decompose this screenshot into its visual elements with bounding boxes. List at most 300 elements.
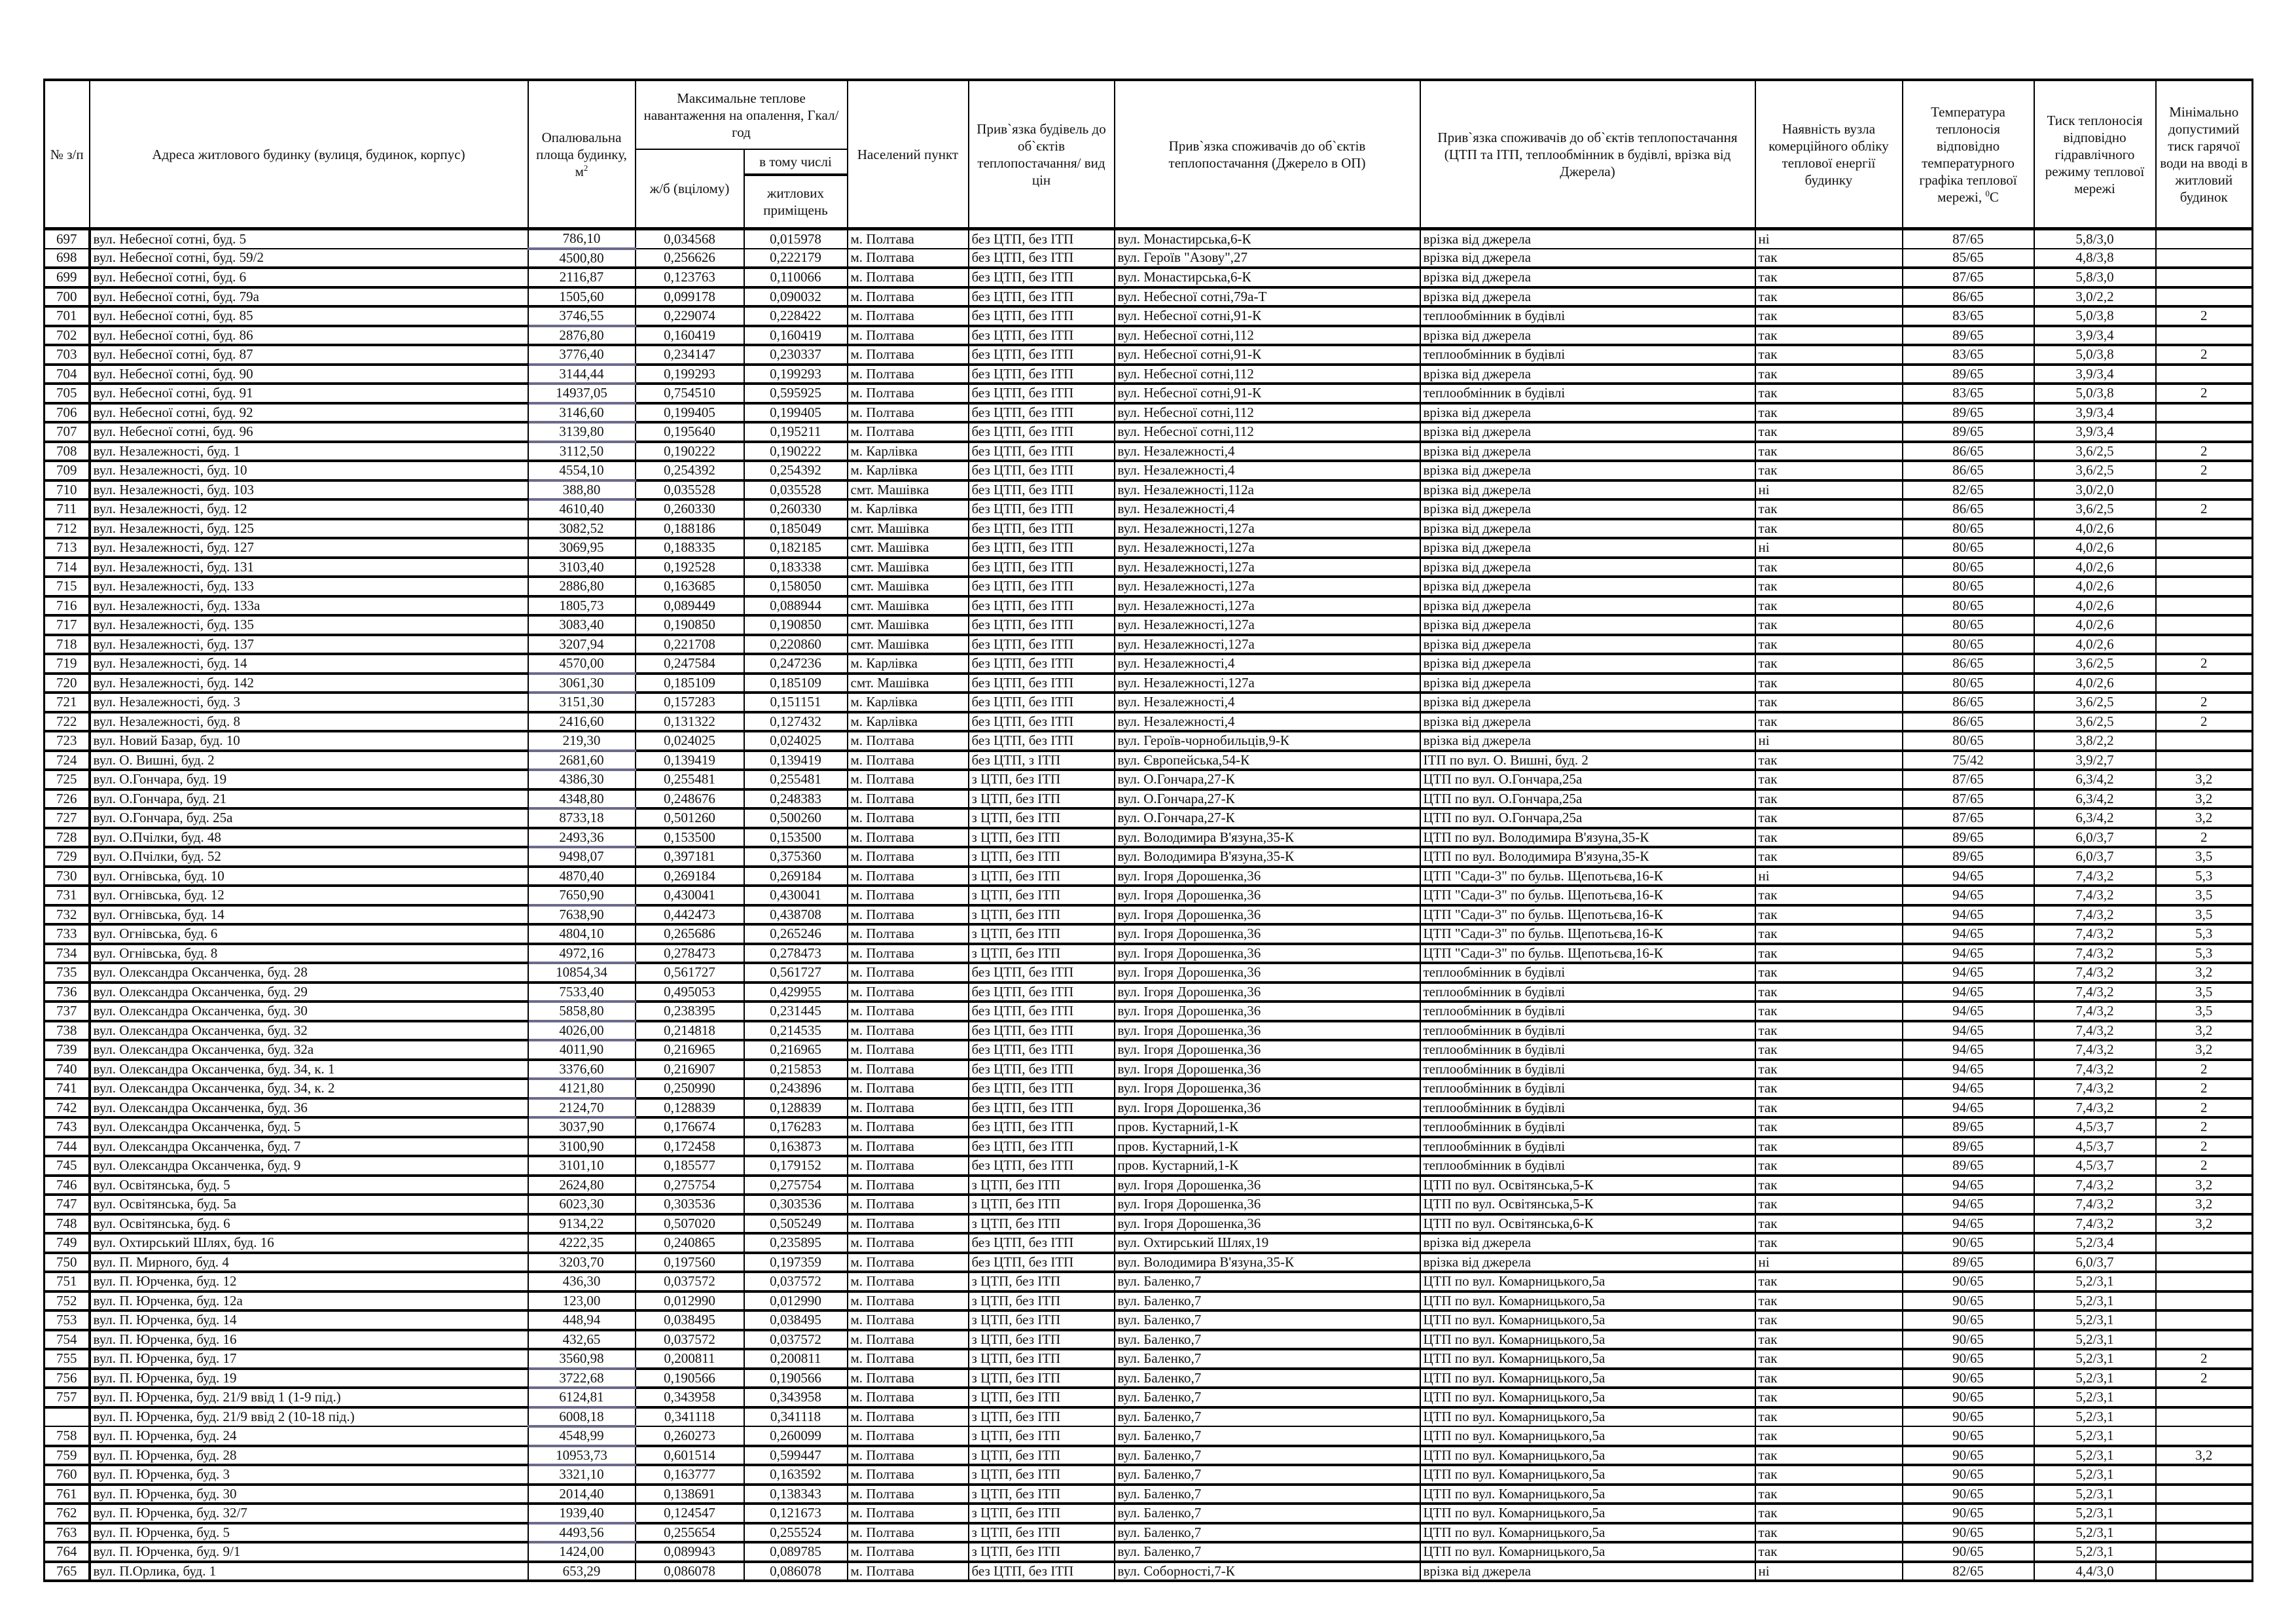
cell-min-pressure: 2	[2156, 1060, 2253, 1079]
cell-meter-present: так	[1755, 499, 1903, 519]
cell-row-number: 759	[45, 1446, 90, 1466]
cell-load-total: 0,185577	[636, 1156, 744, 1176]
cell-binding-type: ЦТП по вул. Комарницького,5а	[1420, 1369, 1755, 1388]
cell-load-total: 0,139419	[636, 751, 744, 770]
cell-heated-area: 3061,30	[528, 674, 636, 693]
header-address: Адреса житлового будинку (вулиця, будинок, корпус)	[90, 80, 528, 229]
cell-binding-type: врізка від джерела	[1420, 693, 1755, 712]
cell-settlement: м. Полтава	[848, 944, 969, 964]
cell-heat-source: вул. Ігоря Дорошенка,36	[1115, 1060, 1420, 1079]
cell-load-living: 0,199293	[744, 365, 848, 384]
cell-temperature-schedule: 90/65	[1903, 1504, 2034, 1523]
cell-settlement: м. Полтава	[848, 1562, 969, 1581]
cell-min-pressure	[2156, 1310, 2253, 1330]
cell-settlement: смт. Машівка	[848, 596, 969, 616]
cell-heated-area: 4548,99	[528, 1426, 636, 1446]
cell-building-binding: без ЦТП, без ІТП	[969, 538, 1115, 558]
cell-settlement: смт. Машівка	[848, 577, 969, 596]
cell-building-binding: без ЦТП, без ІТП	[969, 693, 1115, 712]
cell-binding-type: ЦТП по вул. Освітянська,5-К	[1420, 1176, 1755, 1195]
cell-min-pressure: 3,2	[2156, 1214, 2253, 1234]
table-header	[45, 80, 2253, 229]
cell-address: вул. Незалежності, буд. 103	[90, 480, 528, 500]
cell-load-living: 0,228422	[744, 306, 848, 326]
cell-pressure: 4,8/3,8	[2034, 249, 2156, 268]
cell-address: вул. П. Юрченка, буд. 5	[90, 1523, 528, 1543]
table-row	[45, 1291, 2253, 1311]
cell-row-number: 711	[45, 499, 90, 519]
cell-load-living: 0,341118	[744, 1407, 848, 1427]
cell-meter-present: так	[1755, 1117, 1903, 1137]
cell-load-total: 0,430041	[636, 886, 744, 905]
cell-min-pressure: 3,2	[2156, 789, 2253, 809]
cell-pressure: 6,0/3,7	[2034, 847, 2156, 867]
cell-heat-source: вул. Баленко,7	[1115, 1465, 1420, 1485]
cell-row-number: 710	[45, 480, 90, 500]
cell-settlement: м. Полтава	[848, 1388, 969, 1407]
cell-settlement: м. Полтава	[848, 1310, 969, 1330]
cell-load-total: 0,089449	[636, 596, 744, 616]
cell-load-total: 0,197560	[636, 1253, 744, 1272]
cell-row-number: 752	[45, 1291, 90, 1311]
cell-pressure: 5,2/3,1	[2034, 1485, 2156, 1504]
cell-temperature-schedule: 90/65	[1903, 1272, 2034, 1291]
cell-load-living: 0,235895	[744, 1233, 848, 1253]
cell-temperature-schedule: 90/65	[1903, 1291, 2034, 1311]
cell-row-number: 724	[45, 751, 90, 770]
cell-heat-source: вул. Ігоря Дорошенка,36	[1115, 963, 1420, 983]
cell-address: вул. Огнівська, буд. 6	[90, 924, 528, 944]
cell-heated-area: 2124,70	[528, 1098, 636, 1118]
cell-load-living: 0,303536	[744, 1195, 848, 1214]
cell-min-pressure: 2	[2156, 712, 2253, 732]
cell-load-living: 0,269184	[744, 867, 848, 886]
table-row	[45, 1233, 2253, 1253]
cell-binding-type: ЦТП по вул. Комарницького,5а	[1420, 1291, 1755, 1311]
cell-heated-area: 7533,40	[528, 983, 636, 1002]
table-row	[45, 770, 2253, 789]
cell-heat-source: вул. Незалежності,127а	[1115, 558, 1420, 577]
cell-heat-source: вул. Ігоря Дорошенка,36	[1115, 1098, 1420, 1118]
cell-binding-type: теплообмінник в будівлі	[1420, 1137, 1755, 1157]
table-row	[45, 1001, 2253, 1021]
cell-temperature-schedule: 94/65	[1903, 1040, 2034, 1060]
cell-meter-present: так	[1755, 1040, 1903, 1060]
cell-pressure: 5,2/3,1	[2034, 1542, 2156, 1562]
cell-min-pressure	[2156, 1407, 2253, 1427]
cell-row-number: 735	[45, 963, 90, 983]
cell-row-number: 764	[45, 1542, 90, 1562]
cell-load-total: 0,234147	[636, 345, 744, 365]
cell-pressure: 4,0/2,6	[2034, 519, 2156, 539]
table-row	[45, 828, 2253, 848]
cell-row-number: 740	[45, 1060, 90, 1079]
table-row	[45, 1079, 2253, 1098]
cell-pressure: 7,4/3,2	[2034, 1021, 2156, 1041]
cell-load-living: 0,153500	[744, 828, 848, 848]
cell-min-pressure	[2156, 751, 2253, 770]
cell-address: вул. Олександра Оксанченка, буд. 32а	[90, 1040, 528, 1060]
cell-load-living: 0,599447	[744, 1446, 848, 1466]
cell-heated-area: 6124,81	[528, 1388, 636, 1407]
cell-address: вул. Освітянська, буд. 5	[90, 1176, 528, 1195]
cell-heated-area: 4610,40	[528, 499, 636, 519]
cell-meter-present: так	[1755, 1195, 1903, 1214]
cell-building-binding: без ЦТП, без ІТП	[969, 577, 1115, 596]
cell-pressure: 6,0/3,7	[2034, 828, 2156, 848]
cell-address: вул. Олександра Оксанченка, буд. 34, к. 1	[90, 1060, 528, 1079]
cell-load-living: 0,438708	[744, 905, 848, 925]
header-pressure: Тиск теплоносія відповідно гідравлічного режиму теплової мережі	[2034, 80, 2156, 229]
cell-heated-area: 448,94	[528, 1310, 636, 1330]
cell-binding-type: врізка від джерела	[1420, 268, 1755, 287]
cell-address: вул. Небесної сотні, буд. 85	[90, 306, 528, 326]
cell-heated-area: 4870,40	[528, 867, 636, 886]
header-min-pressure: Мінімально допустимий тиск гарячої води на вводі в житловий будинок	[2156, 80, 2253, 229]
cell-row-number: 727	[45, 808, 90, 828]
cell-settlement: м. Полтава	[848, 422, 969, 442]
cell-load-living: 0,216965	[744, 1040, 848, 1060]
cell-load-total: 0,216907	[636, 1060, 744, 1079]
cell-row-number: 739	[45, 1040, 90, 1060]
cell-address: вул. Небесної сотні, буд. 91	[90, 384, 528, 403]
table-row	[45, 1407, 2253, 1427]
cell-heated-area: 3100,90	[528, 1137, 636, 1157]
cell-settlement: м. Полтава	[848, 770, 969, 789]
cell-row-number: 722	[45, 712, 90, 732]
cell-heated-area: 2876,80	[528, 326, 636, 346]
cell-min-pressure	[2156, 1562, 2253, 1581]
cell-load-total: 0,195640	[636, 422, 744, 442]
cell-min-pressure	[2156, 422, 2253, 442]
cell-heat-source: вул. Баленко,7	[1115, 1291, 1420, 1311]
cell-row-number: 730	[45, 867, 90, 886]
cell-load-living: 0,185049	[744, 519, 848, 539]
cell-building-binding: з ЦТП, без ІТП	[969, 1369, 1115, 1388]
header-load-living: житлових приміщень	[744, 175, 848, 229]
cell-address: вул. Небесної сотні, буд. 59/2	[90, 249, 528, 268]
cell-temperature-schedule: 80/65	[1903, 635, 2034, 655]
table-row	[45, 1446, 2253, 1466]
cell-heated-area: 4500,80	[528, 249, 636, 268]
cell-settlement: м. Карлівка	[848, 712, 969, 732]
cell-load-total: 0,124547	[636, 1504, 744, 1523]
cell-binding-type: ЦТП по вул. Комарницького,5а	[1420, 1465, 1755, 1485]
cell-binding-type: ЦТП по вул. Освітянська,6-К	[1420, 1214, 1755, 1234]
cell-building-binding: з ЦТП, без ІТП	[969, 1446, 1115, 1466]
cell-meter-present: так	[1755, 847, 1903, 867]
table-row	[45, 731, 2253, 751]
cell-load-living: 0,265246	[744, 924, 848, 944]
table-row	[45, 384, 2253, 403]
cell-binding-type: теплообмінник в будівлі	[1420, 1021, 1755, 1041]
cell-temperature-schedule: 90/65	[1903, 1542, 2034, 1562]
cell-binding-type: теплообмінник в будівлі	[1420, 1060, 1755, 1079]
cell-heated-area: 3082,52	[528, 519, 636, 539]
cell-load-living: 0,220860	[744, 635, 848, 655]
cell-building-binding: без ЦТП, без ІТП	[969, 963, 1115, 983]
cell-settlement: м. Карлівка	[848, 461, 969, 480]
cell-row-number: 708	[45, 442, 90, 461]
cell-binding-type: теплообмінник в будівлі	[1420, 345, 1755, 365]
cell-row-number: 709	[45, 461, 90, 480]
cell-min-pressure: 3,2	[2156, 808, 2253, 828]
cell-row-number: 719	[45, 654, 90, 674]
cell-heat-source: вул. Ігоря Дорошенка,36	[1115, 1214, 1420, 1234]
cell-min-pressure: 5,3	[2156, 924, 2253, 944]
table-row	[45, 1214, 2253, 1234]
header-load-including: в тому числі	[744, 149, 848, 175]
cell-address: вул. П. Юрченка, буд. 12а	[90, 1291, 528, 1311]
cell-row-number: 707	[45, 422, 90, 442]
cell-load-total: 0,038495	[636, 1310, 744, 1330]
cell-temperature-schedule: 82/65	[1903, 1562, 2034, 1581]
cell-pressure: 6,3/4,2	[2034, 789, 2156, 809]
cell-load-living: 0,121673	[744, 1504, 848, 1523]
cell-address: вул. Небесної сотні, буд. 5	[90, 229, 528, 249]
cell-address: вул. Олександра Оксанченка, буд. 34, к. 2	[90, 1079, 528, 1098]
cell-settlement: м. Полтава	[848, 847, 969, 867]
cell-heated-area: 786,10	[528, 229, 636, 249]
cell-row-number: 751	[45, 1272, 90, 1291]
cell-building-binding: з ЦТП, без ІТП	[969, 1214, 1115, 1234]
cell-min-pressure: 2	[2156, 828, 2253, 848]
cell-temperature-schedule: 87/65	[1903, 789, 2034, 809]
cell-heat-source: пров. Кустарний,1-К	[1115, 1117, 1420, 1137]
table-row	[45, 577, 2253, 596]
cell-load-total: 0,238395	[636, 1001, 744, 1021]
table-row	[45, 461, 2253, 480]
cell-load-living: 0,247236	[744, 654, 848, 674]
cell-temperature-schedule: 94/65	[1903, 867, 2034, 886]
cell-temperature-schedule: 90/65	[1903, 1446, 2034, 1466]
cell-load-living: 0,500260	[744, 808, 848, 828]
cell-address: вул. Незалежності, буд. 125	[90, 519, 528, 539]
cell-heat-source: вул. Незалежності,4	[1115, 693, 1420, 712]
cell-pressure: 3,9/3,4	[2034, 326, 2156, 346]
cell-heated-area: 3139,80	[528, 422, 636, 442]
cell-heat-source: вул. О.Гончара,27-К	[1115, 808, 1420, 828]
cell-building-binding: без ЦТП, без ІТП	[969, 596, 1115, 616]
cell-load-living: 0,190850	[744, 615, 848, 635]
cell-min-pressure	[2156, 577, 2253, 596]
table-row	[45, 519, 2253, 539]
cell-load-living: 0,179152	[744, 1156, 848, 1176]
cell-load-total: 0,199405	[636, 403, 744, 423]
cell-building-binding: з ЦТП, без ІТП	[969, 1485, 1115, 1504]
cell-pressure: 4,0/2,6	[2034, 558, 2156, 577]
cell-row-number: 749	[45, 1233, 90, 1253]
cell-building-binding: без ЦТП, без ІТП	[969, 229, 1115, 249]
cell-building-binding: без ЦТП, без ІТП	[969, 674, 1115, 693]
header-temperature: Температура теплоносія відповідно температурного графіка теплової мережі, $^0$С	[1903, 80, 2034, 229]
cell-temperature-schedule: 94/65	[1903, 963, 2034, 983]
cell-heat-source: вул. Ігоря Дорошенка,36	[1115, 924, 1420, 944]
table-row	[45, 808, 2253, 828]
cell-load-living: 0,127432	[744, 712, 848, 732]
table-row	[45, 1137, 2253, 1157]
cell-address: вул. Огнівська, буд. 10	[90, 867, 528, 886]
cell-meter-present: так	[1755, 1079, 1903, 1098]
cell-binding-type: врізка від джерела	[1420, 712, 1755, 732]
cell-load-total: 0,163685	[636, 577, 744, 596]
cell-heat-source: вул. Ігоря Дорошенка,36	[1115, 944, 1420, 964]
cell-heat-source: вул. Ігоря Дорошенка,36	[1115, 1195, 1420, 1214]
table-row	[45, 499, 2253, 519]
cell-building-binding: без ЦТП, без ІТП	[969, 249, 1115, 268]
cell-binding-type: ЦТП по вул. Освітянська,5-К	[1420, 1195, 1755, 1214]
cell-building-binding: без ЦТП, без ІТП	[969, 480, 1115, 500]
cell-load-total: 0,248676	[636, 789, 744, 809]
cell-pressure: 7,4/3,2	[2034, 1214, 2156, 1234]
cell-heated-area: 3146,60	[528, 403, 636, 423]
cell-temperature-schedule: 87/65	[1903, 268, 2034, 287]
cell-pressure: 4,0/2,6	[2034, 577, 2156, 596]
cell-pressure: 3,8/2,2	[2034, 731, 2156, 751]
table-row	[45, 654, 2253, 674]
cell-settlement: м. Полтава	[848, 1465, 969, 1485]
cell-load-living: 0,561727	[744, 963, 848, 983]
cell-building-binding: без ЦТП, без ІТП	[969, 731, 1115, 751]
cell-heated-area: 3746,55	[528, 306, 636, 326]
cell-meter-present: так	[1755, 306, 1903, 326]
cell-binding-type: теплообмінник в будівлі	[1420, 384, 1755, 403]
cell-pressure: 3,9/3,4	[2034, 403, 2156, 423]
cell-binding-type: ЦТП по вул. Комарницького,5а	[1420, 1426, 1755, 1446]
cell-meter-present: так	[1755, 442, 1903, 461]
table-row	[45, 963, 2253, 983]
cell-row-number: 721	[45, 693, 90, 712]
cell-settlement: м. Полтава	[848, 1523, 969, 1543]
cell-meter-present: так	[1755, 287, 1903, 307]
cell-binding-type: ЦТП по вул. Комарницького,5а	[1420, 1446, 1755, 1466]
cell-min-pressure: 3,5	[2156, 1001, 2253, 1021]
cell-temperature-schedule: 94/65	[1903, 905, 2034, 925]
cell-heated-area: 14937,05	[528, 384, 636, 403]
cell-load-living: 0,215853	[744, 1060, 848, 1079]
cell-min-pressure	[2156, 538, 2253, 558]
cell-heat-source: вул. Володимира В'язуна,35-К	[1115, 847, 1420, 867]
cell-building-binding: з ЦТП, без ІТП	[969, 1330, 1115, 1350]
cell-settlement: м. Полтава	[848, 287, 969, 307]
cell-heat-source: пров. Кустарний,1-К	[1115, 1156, 1420, 1176]
table-row	[45, 1117, 2253, 1137]
cell-pressure: 5,2/3,4	[2034, 1233, 2156, 1253]
cell-address: вул. Незалежності, буд. 127	[90, 538, 528, 558]
cell-pressure: 7,4/3,2	[2034, 1079, 2156, 1098]
header-heated-area: Опалювальна площа будинку, $м^2$	[528, 80, 636, 229]
cell-settlement: смт. Машівка	[848, 538, 969, 558]
cell-settlement: м. Полтава	[848, 345, 969, 365]
cell-load-total: 0,131322	[636, 712, 744, 732]
cell-load-living: 0,151151	[744, 693, 848, 712]
cell-settlement: м. Полтава	[848, 789, 969, 809]
cell-temperature-schedule: 89/65	[1903, 1137, 2034, 1157]
cell-row-number: 757	[45, 1388, 90, 1407]
cell-address: вул. О.Пчілки, буд. 52	[90, 847, 528, 867]
cell-load-total: 0,303536	[636, 1195, 744, 1214]
cell-load-living: 0,086078	[744, 1562, 848, 1581]
cell-pressure: 3,9/3,4	[2034, 422, 2156, 442]
cell-building-binding: без ЦТП, без ІТП	[969, 1001, 1115, 1021]
cell-min-pressure: 3,2	[2156, 1040, 2253, 1060]
cell-heat-source: вул. Баленко,7	[1115, 1542, 1420, 1562]
cell-meter-present: так	[1755, 1504, 1903, 1523]
cell-load-total: 0,199293	[636, 365, 744, 384]
table-row	[45, 1272, 2253, 1291]
cell-heat-source: вул. Героїв-чорнобильців,9-К	[1115, 731, 1420, 751]
cell-address: вул. Освітянська, буд. 5а	[90, 1195, 528, 1214]
cell-temperature-schedule: 94/65	[1903, 1195, 2034, 1214]
cell-min-pressure: 2	[2156, 1079, 2253, 1098]
cell-building-binding: без ЦТП, без ІТП	[969, 287, 1115, 307]
cell-load-living: 0,110066	[744, 268, 848, 287]
cell-binding-type: ЦТП "Сади-3" по бульв. Щепотьєва,16-К	[1420, 944, 1755, 964]
cell-pressure: 5,2/3,1	[2034, 1407, 2156, 1427]
cell-address: вул. Незалежності, буд. 142	[90, 674, 528, 693]
cell-load-total: 0,255654	[636, 1523, 744, 1543]
cell-address: вул. Незалежності, буд. 3	[90, 693, 528, 712]
cell-binding-type: врізка від джерела	[1420, 538, 1755, 558]
cell-address: вул. П. Юрченка, буд. 17	[90, 1349, 528, 1369]
table-row	[45, 306, 2253, 326]
cell-load-living: 0,275754	[744, 1176, 848, 1195]
cell-settlement: м. Полтава	[848, 1001, 969, 1021]
cell-settlement: м. Карлівка	[848, 693, 969, 712]
cell-building-binding: з ЦТП, без ІТП	[969, 1407, 1115, 1427]
cell-load-total: 0,190850	[636, 615, 744, 635]
cell-load-living: 0,255524	[744, 1523, 848, 1543]
cell-meter-present: так	[1755, 519, 1903, 539]
cell-building-binding: з ЦТП, без ІТП	[969, 905, 1115, 925]
table-row	[45, 1388, 2253, 1407]
cell-heat-source: вул. Ігоря Дорошенка,36	[1115, 886, 1420, 905]
cell-min-pressure: 3,2	[2156, 1176, 2253, 1195]
cell-min-pressure: 2	[2156, 1369, 2253, 1388]
cell-heat-source: вул. Баленко,7	[1115, 1485, 1420, 1504]
cell-temperature-schedule: 80/65	[1903, 577, 2034, 596]
cell-binding-type: врізка від джерела	[1420, 1562, 1755, 1581]
cell-heat-source: вул. Ігоря Дорошенка,36	[1115, 1176, 1420, 1195]
cell-pressure: 5,2/3,1	[2034, 1272, 2156, 1291]
cell-settlement: м. Полтава	[848, 365, 969, 384]
cell-pressure: 7,4/3,2	[2034, 1098, 2156, 1118]
cell-min-pressure: 3,2	[2156, 770, 2253, 789]
cell-building-binding: без ЦТП, без ІТП	[969, 615, 1115, 635]
cell-building-binding: без ЦТП, без ІТП	[969, 712, 1115, 732]
cell-load-total: 0,269184	[636, 867, 744, 886]
cell-temperature-schedule: 80/65	[1903, 596, 2034, 616]
cell-meter-present: так	[1755, 249, 1903, 268]
cell-pressure: 6,3/4,2	[2034, 770, 2156, 789]
cell-load-living: 0,182185	[744, 538, 848, 558]
cell-temperature-schedule: 94/65	[1903, 1060, 2034, 1079]
cell-building-binding: з ЦТП, без ІТП	[969, 1504, 1115, 1523]
cell-meter-present: так	[1755, 674, 1903, 693]
cell-heated-area: 3144,44	[528, 365, 636, 384]
cell-building-binding: без ЦТП, без ІТП	[969, 1137, 1115, 1157]
cell-heated-area: 3101,10	[528, 1156, 636, 1176]
cell-min-pressure	[2156, 1233, 2253, 1253]
table-row	[45, 789, 2253, 809]
table-row	[45, 1195, 2253, 1214]
cell-load-living: 0,138343	[744, 1485, 848, 1504]
cell-heated-area: 388,80	[528, 480, 636, 500]
cell-heated-area: 2493,36	[528, 828, 636, 848]
cell-load-living: 0,190566	[744, 1369, 848, 1388]
cell-pressure: 7,4/3,2	[2034, 963, 2156, 983]
cell-row-number: 755	[45, 1349, 90, 1369]
